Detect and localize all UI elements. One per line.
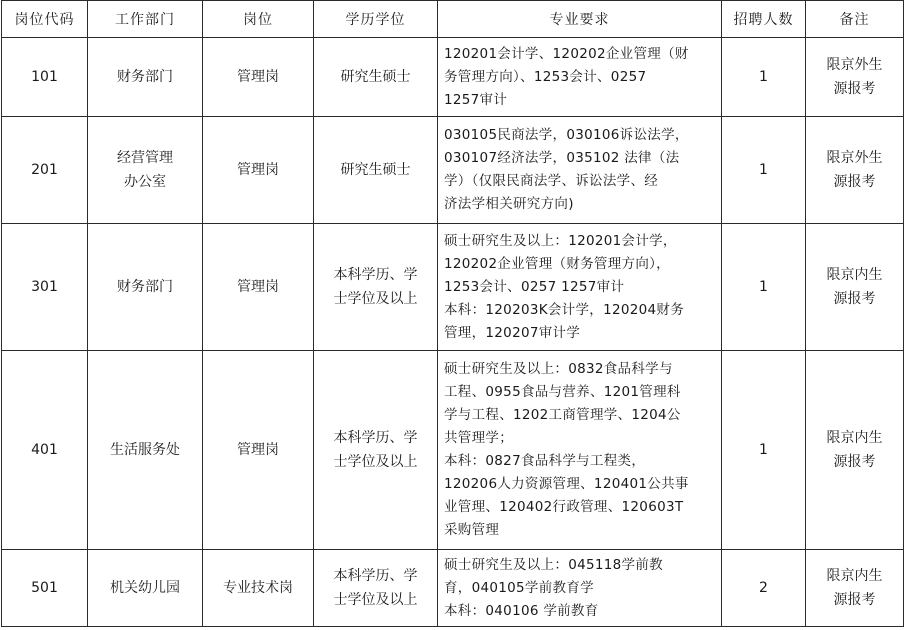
cell-education (314, 550, 438, 627)
header-dept: 工作部门 (88, 1, 203, 38)
cell-count: 2 (722, 550, 806, 627)
header-count: 招聘人数 (722, 1, 806, 38)
header-position: 岗位 (203, 1, 314, 38)
education-line: 本科学历、学 (333, 430, 418, 446)
dept-line: 生活服务处 (110, 442, 180, 458)
cell-position: 管理岗 (203, 117, 314, 224)
note-line: 限京内生 (826, 430, 883, 446)
requirement-line: 共管理学； (444, 430, 513, 446)
requirement-line: 1253会计、0257 1257审计 (444, 278, 625, 295)
note-line: 源报考 (833, 291, 876, 307)
requirement-line: 济法学相关研究方向) (444, 196, 574, 212)
cell-education (314, 351, 438, 550)
table-row (2, 38, 904, 117)
dept-line: 财务部门 (117, 279, 173, 295)
requirement-line: 120201会计学、120202企业管理（财 (444, 45, 689, 62)
note-line: 限京外生 (826, 57, 883, 73)
cell-note (806, 117, 904, 224)
table-row (2, 224, 904, 351)
cell-position: 管理岗 (203, 224, 314, 351)
requirement-line: 本科：0827食品科学与工程类， (444, 453, 646, 469)
cell-education (314, 38, 438, 117)
cell-dept (88, 224, 203, 351)
dept-line: 机关幼儿园 (110, 580, 180, 596)
header-code: 岗位代码 (2, 1, 88, 38)
cell-position: 专业技术岗 (203, 550, 314, 627)
requirement-line: 120202企业管理（财务管理方向）， (444, 255, 670, 272)
cell-requirement (438, 224, 722, 351)
requirement-line: 管理，120207审计学 (444, 324, 581, 341)
requirement-line: 1257审计 (444, 91, 508, 108)
cell-code: 201 (2, 117, 88, 224)
dept-line: 办公室 (124, 174, 166, 190)
requirement-line: 学与工程、1202工商管理学、1204公 (444, 407, 681, 423)
requirement-line: 务管理方向）、1253会计、0257 (444, 68, 647, 85)
education-line: 士学位及以上 (333, 291, 418, 307)
cell-dept (88, 117, 203, 224)
cell-requirement (438, 550, 722, 627)
requirement-line: 采购管理 (444, 522, 500, 538)
cell-note (806, 38, 904, 117)
note-line: 源报考 (833, 81, 876, 97)
education-line: 研究生硕士 (340, 69, 411, 85)
requirement-line: 本科：040106 学前教育 (444, 602, 599, 619)
cell-position: 管理岗 (203, 38, 314, 117)
table-row (2, 351, 904, 550)
requirement-line: 030105民商法学，030106诉讼法学， (444, 127, 689, 143)
note-line: 限京内生 (826, 267, 883, 283)
cell-education (314, 224, 438, 351)
requirement-line: 业管理、120402行政管理、120603T (444, 499, 684, 515)
cell-count: 1 (722, 38, 806, 117)
cell-count: 1 (722, 224, 806, 351)
cell-code: 501 (2, 550, 88, 627)
cell-requirement (438, 38, 722, 117)
cell-requirement (438, 351, 722, 550)
table-row (2, 550, 904, 627)
requirement-line: 硕士研究生及以上：0832食品科学与 (444, 361, 673, 377)
note-line: 限京外生 (826, 150, 883, 166)
note-line: 源报考 (833, 174, 876, 190)
education-line: 研究生硕士 (340, 162, 411, 178)
cell-note (806, 224, 904, 351)
cell-count: 1 (722, 351, 806, 550)
cell-code: 101 (2, 38, 88, 117)
note-line: 源报考 (833, 592, 876, 608)
cell-dept (88, 38, 203, 117)
education-line: 本科学历、学 (333, 267, 418, 283)
header-note: 备注 (806, 1, 904, 38)
cell-code: 401 (2, 351, 88, 550)
education-line: 士学位及以上 (333, 592, 418, 608)
cell-note (806, 351, 904, 550)
requirement-line: 硕士研究生及以上：045118学前教 (444, 556, 663, 573)
requirement-line: 学）（仅限民商法学、诉讼法学、经 (444, 173, 659, 189)
cell-count: 1 (722, 117, 806, 224)
cell-note (806, 550, 904, 627)
cell-dept (88, 550, 203, 627)
note-line: 限京内生 (826, 568, 883, 584)
table-row (2, 117, 904, 224)
education-line: 士学位及以上 (333, 454, 418, 470)
requirement-line: 120206人力资源管理、120401公共事 (444, 476, 689, 492)
dept-line: 财务部门 (117, 69, 173, 85)
header-education: 学历学位 (314, 1, 438, 38)
recruitment-table (1, 0, 904, 627)
header-row (2, 1, 904, 38)
requirement-line: 本科：120203K会计学，120204财务 (444, 301, 685, 318)
cell-requirement (438, 117, 722, 224)
education-line: 本科学历、学 (333, 568, 418, 584)
cell-education (314, 117, 438, 224)
cell-dept (88, 351, 203, 550)
requirement-line: 硕士研究生及以上：120201会计学， (444, 232, 677, 249)
requirement-line: 育，040105学前教育学 (444, 579, 594, 596)
dept-line: 经营管理 (117, 150, 173, 166)
note-line: 源报考 (833, 454, 876, 470)
header-requirement: 专业要求 (438, 1, 722, 38)
cell-position: 管理岗 (203, 351, 314, 550)
requirement-line: 030107经济法学，035102 法律（法 (444, 150, 680, 166)
cell-code: 301 (2, 224, 88, 351)
requirement-line: 工程、0955食品与营养、1201管理科 (444, 384, 681, 400)
